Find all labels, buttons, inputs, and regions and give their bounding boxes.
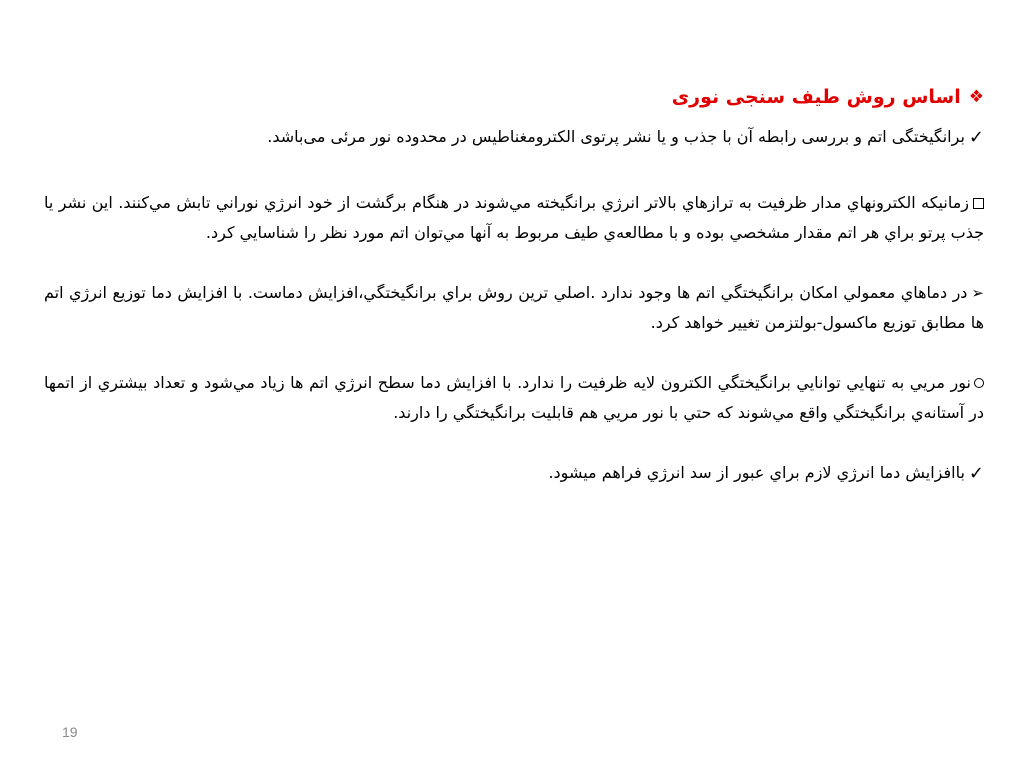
square-box-icon: [973, 198, 984, 209]
bullet-paragraph-2: [44, 188, 984, 248]
arrowhead-icon: ➢: [971, 284, 984, 302]
bullet-paragraph-5: [44, 458, 984, 488]
bullet-paragraph-4: [44, 368, 984, 428]
paragraph-text: در دماهاي معمولي امكان برانگيختگي اتم ها وجود ندارد .اصلي ترين روش براي برانگيختگي،افزايش دماست. با افزايش دما توزيع انرژي اتم ها مطابق توزيع ماكسول-بولتزمن تغيير خواهد كرد.: [44, 283, 984, 332]
paragraph-text: نور مريي به تنهايي توانايي برانگيختگي الكترون لايه ظرفيت را ندارد. با افزايش دما سطح انرژي اتم ها زياد مي‌شود و تعداد بيشتري از اتمها در آستانه‌ي برانگيختگي واقع مي‌شوند كه حتي با نور مريي هم قابليت برانگيختگي را دارند.: [44, 373, 984, 422]
bullet-paragraph-3: [44, 278, 984, 338]
page-number: 19: [62, 724, 78, 740]
paragraph-text: برانگیختگی اتم و بررسی رابطه آن با جذب و یا نشر پرتوی الکترومغناطیس در محدوده نور مرئی می‌باشد.: [267, 127, 965, 146]
diamond-fleuron-icon: ❖: [968, 86, 984, 107]
circle-outline-icon: [974, 378, 984, 388]
check-icon: ✓: [968, 462, 984, 484]
slide-content: [44, 82, 984, 518]
bullet-paragraph-1: [44, 122, 984, 152]
paragraph-text: باافزايش دما انرژي لازم براي عبور از سد انرژي فراهم ميشود.: [548, 463, 965, 482]
slide-title-row: [44, 82, 984, 112]
check-icon: ✓: [968, 126, 984, 148]
slide-title: اساس روش طيف سنجی نوری: [671, 86, 961, 108]
paragraph-text: زمانيكه الكترونهاي مدار ظرفيت به ترازهاي بالاتر انرژي برانگيخته مي‌شوند در هنگام برگشت از خود انرژي نوراني تابش مي‌كنند. اين نشر يا جذب پرتو براي هر اتم مقدار مشخصي بوده و با مطالعه‌ي طيف مربوط به آنها مي‌توان اتم مورد نظر را شناسايي كرد.: [44, 193, 984, 242]
